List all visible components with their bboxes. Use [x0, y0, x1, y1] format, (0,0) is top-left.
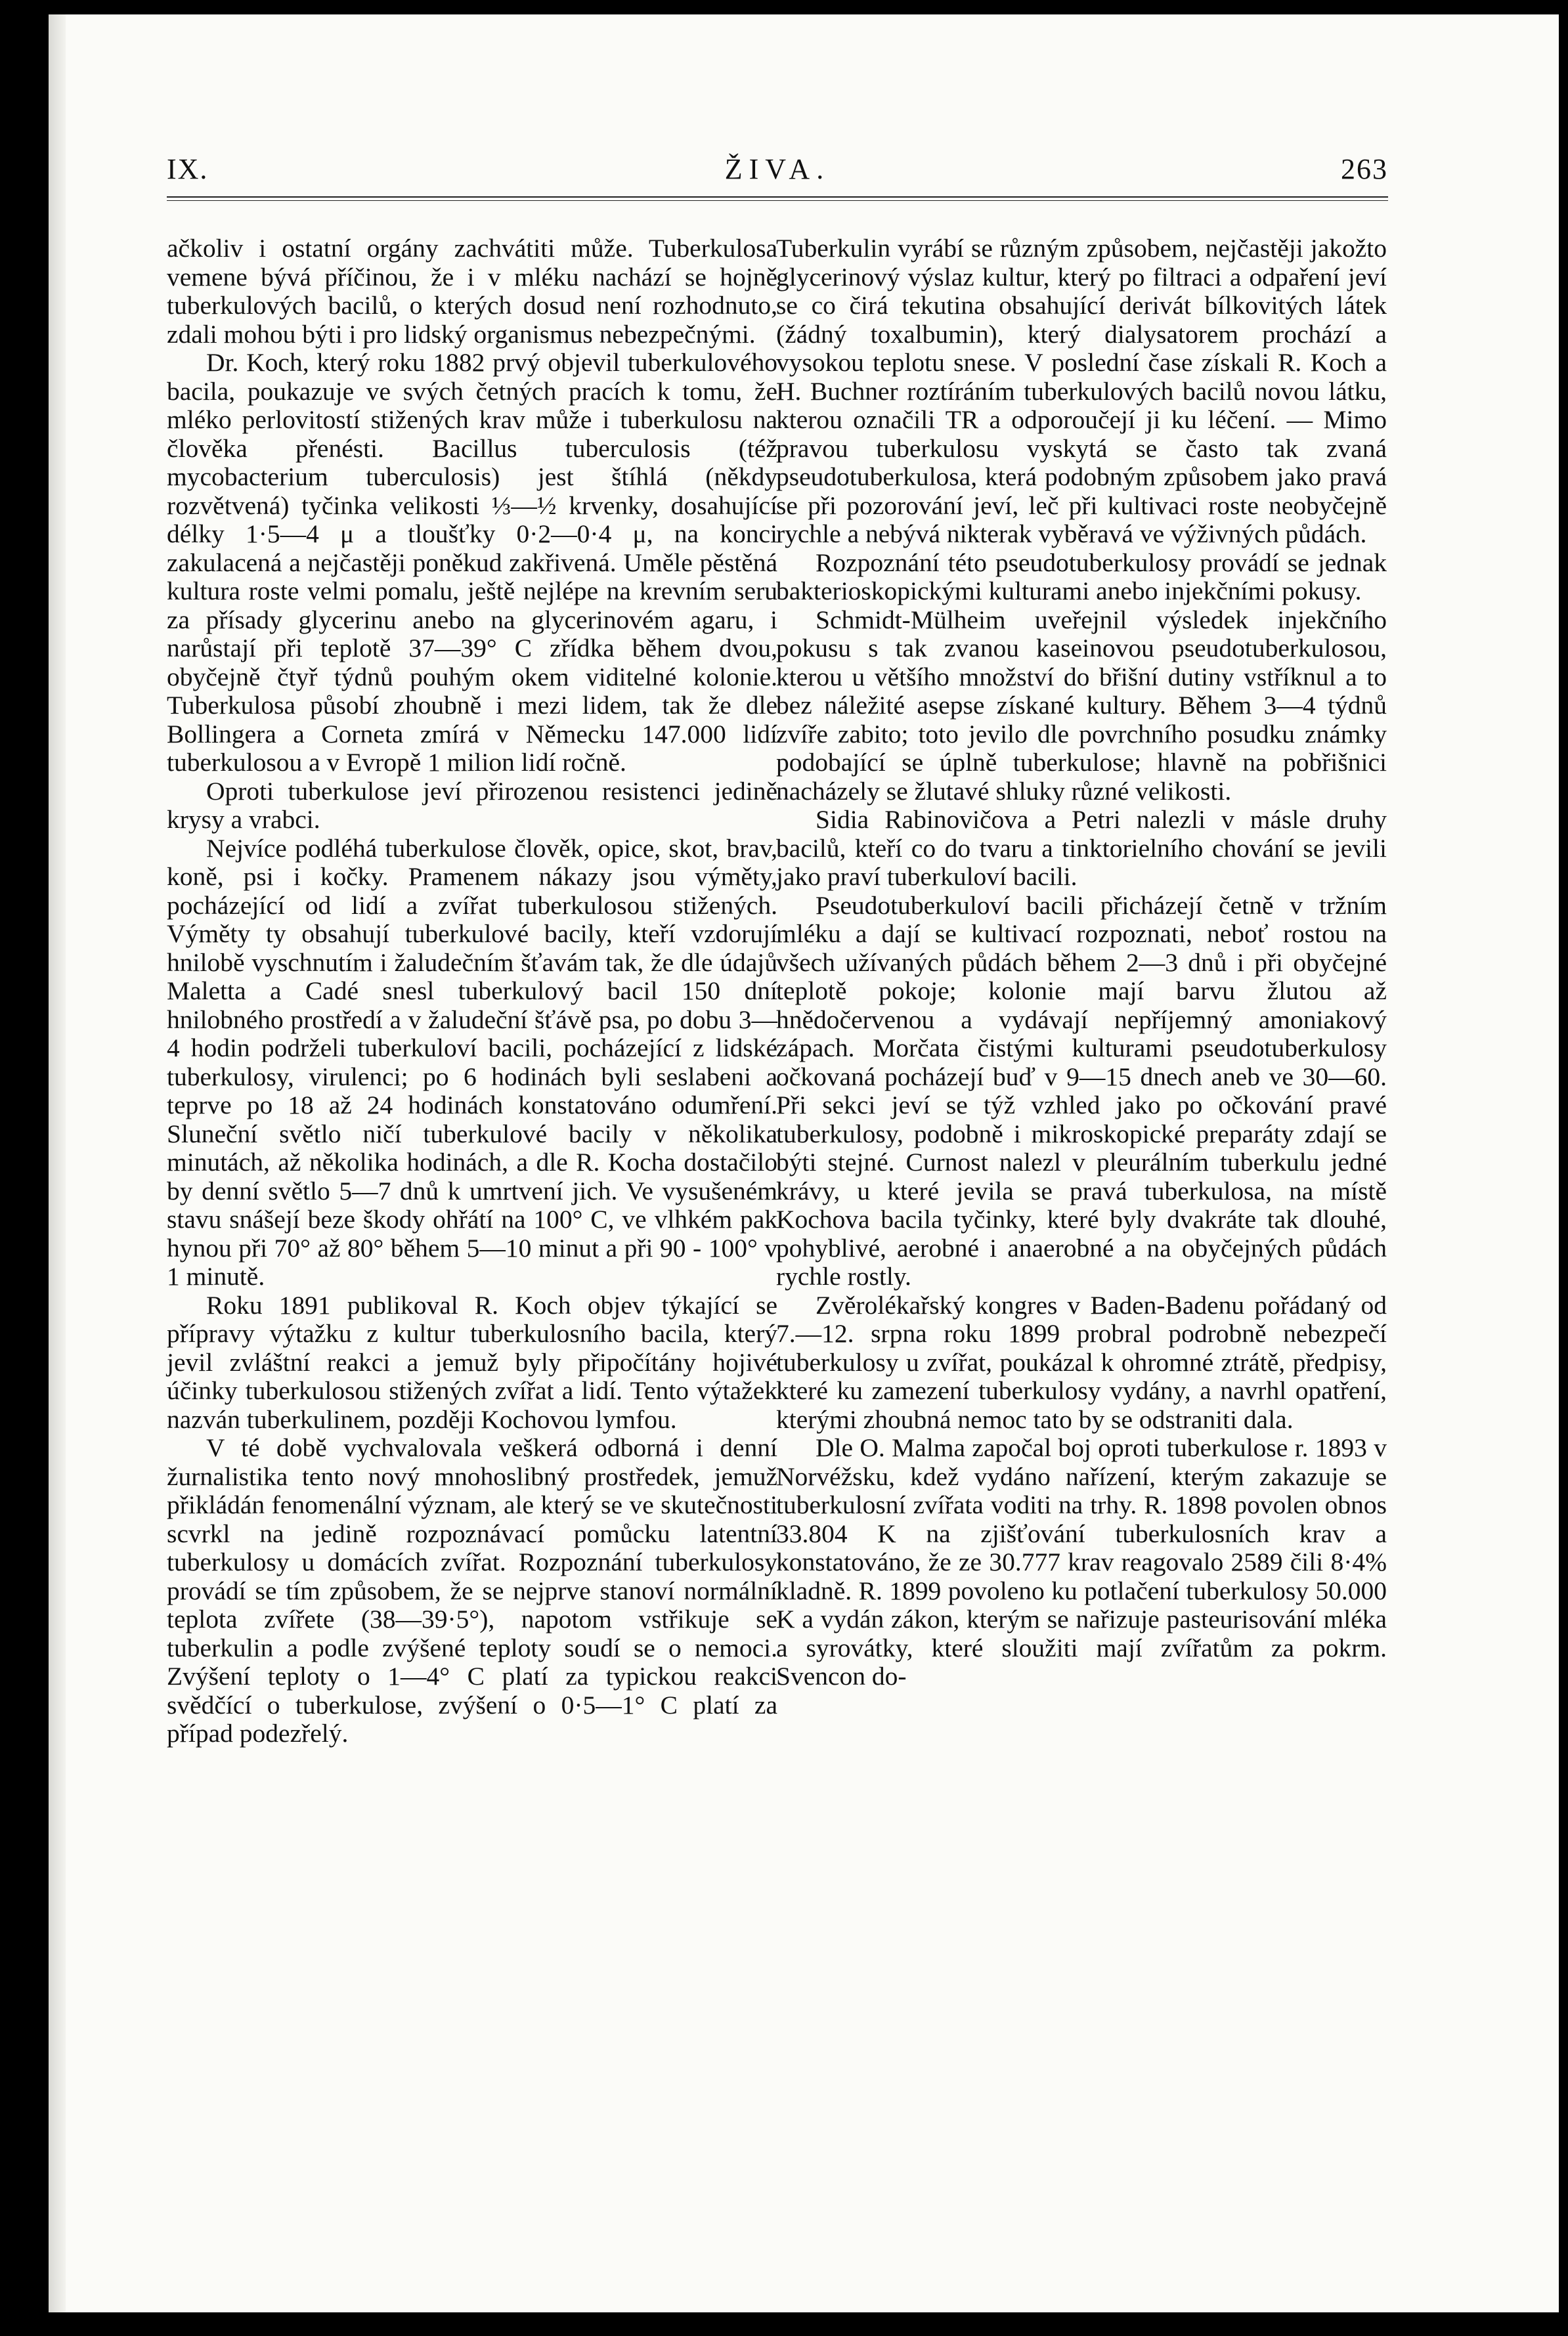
- paragraph: Pseudotuberkuloví bacili přicházejí četně v tržním mléku a dají se kultivací rozpoznati, neboť rostou na všech užívaných půdách během 2—3 dnů i při obyčejné teplotě pokoje; kolonie mají barvu žlutou až hnědočervenou a vydávají nepříjemný amoniakový zápach. Morčata čistými kulturami pseudotuberkulosy očkovaná pocházejí buď v 9—15 dnech aneb ve 30—60. Při sekci jeví se týž vzhled jako po očkování pravé tuberkulosy, podobně i mikroskopické preparáty zdají se býti stejné. Curnost nalezl v pleurálním tuberkulu jedné krávy, u které jevila se pravá tuberkulosa, na místě Kochova bacila tyčinky, které byly dvakráte tak dlouhé, pohyblivé, aerobné i anaerobné a na obyčejných půdách rychle rostly.: [776, 890, 1387, 1291]
- right-column: [776, 234, 1387, 1691]
- paragraph: ačkoliv i ostatní orgány zachvátiti může. Tuberkulosa vemene bývá příčinou, že i v mléku nachází se hojně tuberkulových bacilů, o kterých dosud není rozhodnuto, zdali mohou býti i pro lidský organismus nebezpečnými.: [167, 234, 777, 349]
- page-number: 263: [1341, 153, 1388, 185]
- paragraph: V té době vychvalovala veškerá odborná i denní žurnalistika tento nový mnohoslibný prostředek, jemuž přikládán fenomenální význam, ale který se ve skutečnosti scvrkl na jedině rozpoznávací pomůcku latentní tuberkulosy u domácích zvířat. Rozpoznání tuberkulosy provádí se tím způsobem, že se nejprve stanoví normální teplota zvířete (38—39·5°), napotom vstřikuje se tuberkulin a podle zvýšené teploty soudí se o nemoci. Zvýšení teploty o 1—4° C platí za typickou reakci svědčící o tuberkulose, zvýšení o 0·5—1° C platí za případ podezřelý.: [167, 1433, 777, 1748]
- running-header: [167, 152, 1388, 192]
- paragraph: Schmidt-Mülheim uveřejnil výsledek injekčního pokusu s tak zvanou kaseinovou pseudotuberkulosou, kterou u většího množství do břišní dutiny vstříknul a to bez náležité asepse získané kultury. Během 3—4 týdnů zvíře zabito; toto jevilo dle povrchního posudku známky podobající se úplně tuberkulose; hlavně na pobřišnici nacházely se žlutavé shluky různé velikosti.: [776, 605, 1387, 806]
- paragraph: Zvěrolékařský kongres v Baden-Badenu pořádaný od 7.—12. srpna roku 1899 probral podrobně nebezpečí tuberkulosy u zvířat, poukázal k ohromné ztrátě, předpisy, které ku zamezení tuberkulosy vydány, a navrhl opatření, kterými zhoubná nemoc tato by se odstraniti dala.: [776, 1290, 1387, 1434]
- paragraph: Sidia Rabinovičova a Petri nalezli v másle druhy bacilů, kteří co do tvaru a tinktorielního chování se jevili jako praví tuberkuloví bacili.: [776, 805, 1387, 891]
- paragraph: Dle O. Malma započal boj oproti tuberkulose r. 1893 v Norvéžsku, kdež vydáno nařízení, kterým zakazuje se tuberkulosní zvířata voditi na trhy. R. 1898 povolen obnos 33.804 K na zjišťování tuberkulosních krav a konstatováno, že ze 30.777 krav reagovalo 2589 čili 8·4% kladně. R. 1899 povoleno ku potlačení tuberkulosy 50.000 K a vydán zákon, kterým se nařizuje pasteurisování mléka a syrovátky, které sloužiti mají zvířatům za pokrm. Svencon do-: [776, 1433, 1387, 1691]
- journal-title: ŽIVA.: [724, 153, 831, 185]
- paragraph: Rozpoznání této pseudotuberkulosy provádí se jednak bakterioskopickými kulturami anebo injekčními pokusy.: [776, 548, 1387, 605]
- paragraph: Roku 1891 publikoval R. Koch objev týkající se přípravy výtažku z kultur tuberkulosního bacila, který jevil zvláštní reakci a jemuž byly připočítány hojivé účinky tuberkulosou stižených zvířat a lidí. Tento výtažek nazván tuberkulinem, později Kochovou lymfou.: [167, 1290, 777, 1434]
- header-rule: [167, 196, 1388, 201]
- paragraph: Oproti tuberkulose jeví přirozenou resistenci jedině krysy a vrabci.: [167, 776, 777, 834]
- left-column: [167, 234, 777, 1748]
- paragraph: Nejvíce podléhá tuberkulose člověk, opice, skot, brav, koně, psi i kočky. Pramenem nákazy jsou výměty, pocházející od lidí a zvířat tuberkulosou stižených. Výměty ty obsahují tuberkulové bacily, kteří vzdorují hnilobě vyschnutím i žaludečním šťavám tak, že dle údajů Maletta a Cadé snesl tuberkulový bacil 150 dní hnilobného prostředí a v žaludeční šťávě psa, po dobu 3—4 hodin podrželi tuberkuloví bacili, pocházející z lidské tuberkulosy, virulenci; po 6 hodinách byli seslabeni a teprve po 18 až 24 hodinách konstatováno odumření. Sluneční světlo ničí tuberkulové bacily v několika minutách, až několika hodinách, a dle R. Kocha dostačilo by denní světlo 5—7 dnů k umrtvení jich. Ve vysušeném stavu snášejí beze škody ohřátí na 100° C, ve vlhkém pak hynou při 70° až 80° během 5—10 minut a při 90 - 100° v 1 minutě.: [167, 833, 777, 1291]
- paragraph: Tuberkulin vyrábí se různým způsobem, nejčastěji jakožto glycerinový výslaz kultur, který po filtraci a odpaření jeví se co čirá tekutina obsahující derivát bílkovitých látek (žádný toxalbumin), který dialysatorem prochází a vysokou teplotu snese. V poslední čase získali R. Koch a H. Buchner roztíráním tuberkulových bacilů novou látku, kterou označili TR a odporoučejí ji ku léčení. — Mimo pravou tuberkulosu vyskytá se často tak zvaná pseudotuberkulosa, která podobným způsobem jako pravá se při pozorování jeví, leč při kultivaci roste neobyčejně rychle a nebývá nikterak vyběravá ve výživných půdách.: [776, 234, 1387, 548]
- volume-number: IX.: [167, 153, 209, 185]
- paragraph: Dr. Koch, který roku 1882 prvý objevil tuberkulového bacila, poukazuje ve svých četných pracích k tomu, že mléko perlovitostí stižených krav může i tuberkulosu na člověka přenésti. Bacillus tuberculosis (též mycobacterium tuberculosis) jest štíhlá (někdy rozvětvená) tyčinka velikosti ⅓—½ krvenky, dosahující délky 1·5—4 μ a tloušťky 0·2—0·4 μ, na konci zakulacená a nejčastěji poněkud zakřivená. Uměle pěstěná kultura roste velmi pomalu, ještě nejlépe na krevním seru za přísady glycerinu anebo na glycerinovém agaru, i narůstají při teplotě 37—39° C zřídka během dvou, obyčejně čtyř týdnů pouhým okem viditelné kolonie. Tuberkulosa působí zhoubně i mezi lidem, tak že dle Bollingera a Corneta zmírá v Německu 147.000 lidí tuberkulosou a v Evropě 1 milion lidí ročně.: [167, 348, 777, 777]
- page: [49, 14, 1559, 2312]
- page-spine: [49, 14, 66, 2312]
